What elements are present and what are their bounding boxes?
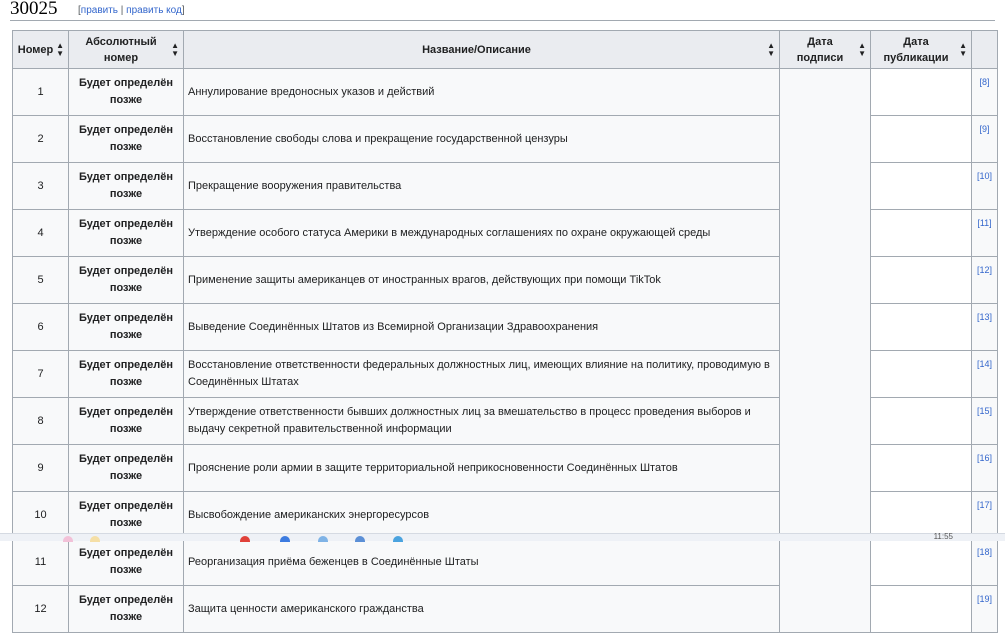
row-title: Восстановление свободы слова и прекращение государственной цензуры: [184, 116, 780, 163]
reference-link[interactable]: [10]: [976, 171, 992, 181]
column-header-sign-date[interactable]: Дата подписи ▲ ▼: [780, 31, 871, 69]
row-pub-date: [871, 163, 972, 210]
reference-link[interactable]: [17]: [976, 500, 992, 510]
edit-bracket-open: [: [78, 5, 81, 16]
row-ref: [972, 163, 998, 210]
row-number: 8: [13, 398, 69, 445]
reference-link[interactable]: [14]: [976, 359, 992, 369]
reference-link[interactable]: [16]: [976, 453, 992, 463]
row-number: 9: [13, 445, 69, 492]
reference-link[interactable]: [9]: [979, 124, 990, 134]
column-header-absolute-number[interactable]: Абсолютный номер ▲ ▼: [69, 31, 184, 69]
taskbar-app-icon[interactable]: [63, 536, 73, 542]
row-title: Применение защиты американцев от иностранных врагов, действующих при помощи TikTok: [184, 257, 780, 304]
sign-date-cell: [780, 69, 871, 633]
row-ref: [972, 210, 998, 257]
reference-link[interactable]: [19]: [976, 594, 992, 604]
row-ref: [972, 304, 998, 351]
row-pub-date: [871, 257, 972, 304]
row-title: Утверждение ответственности бывших должностных лиц за вмешательство в процесс проведения выборов и выдачу секретной правительственной информации: [184, 398, 780, 445]
row-ref: [972, 539, 998, 586]
reference-link[interactable]: [13]: [976, 312, 992, 322]
row-ref: [972, 445, 998, 492]
sort-icon[interactable]: ▲ ▼: [767, 40, 775, 58]
taskbar-app-icon[interactable]: [355, 536, 365, 542]
table-row: [13, 69, 998, 116]
row-pub-date: [871, 116, 972, 163]
row-absolute-number: Будет определён позже: [69, 539, 184, 586]
column-header-pub-date[interactable]: Дата публикации ▲ ▼: [871, 31, 972, 69]
column-header-refs: [972, 31, 998, 69]
row-title: Восстановление ответственности федеральных должностных лиц, имеющих влияние на политику, проводимую в Соединённых Штатах: [184, 351, 780, 398]
taskbar-app-icon[interactable]: [318, 536, 328, 542]
row-number: 4: [13, 210, 69, 257]
row-title: Прекращение вооружения правительства: [184, 163, 780, 210]
row-number: 6: [13, 304, 69, 351]
row-ref: [972, 398, 998, 445]
edit-code-link[interactable]: править код: [126, 5, 182, 16]
orders-table: [12, 30, 998, 633]
row-absolute-number: Будет определён позже: [69, 398, 184, 445]
sort-icon[interactable]: ▲ ▼: [171, 40, 179, 58]
row-title: Реорганизация приёма беженцев в Соединённые Штаты: [184, 539, 780, 586]
row-pub-date: [871, 492, 972, 539]
row-absolute-number: Будет определён позже: [69, 116, 184, 163]
row-number: 12: [13, 586, 69, 633]
row-pub-date: [871, 539, 972, 586]
row-absolute-number: Будет определён позже: [69, 445, 184, 492]
sort-icon[interactable]: ▲ ▼: [858, 40, 866, 58]
row-number: 10: [13, 492, 69, 539]
row-pub-date: [871, 398, 972, 445]
edit-links: [78, 5, 185, 16]
row-number: 1: [13, 69, 69, 116]
row-ref: [972, 257, 998, 304]
row-absolute-number: Будет определён позже: [69, 351, 184, 398]
row-ref: [972, 351, 998, 398]
row-absolute-number: Будет определён позже: [69, 257, 184, 304]
edit-separator: |: [118, 5, 127, 16]
reference-link[interactable]: [8]: [979, 77, 990, 87]
row-absolute-number: Будет определён позже: [69, 586, 184, 633]
row-pub-date: [871, 351, 972, 398]
sort-icon[interactable]: ▲ ▼: [56, 40, 64, 58]
row-title: Прояснение роли армии в защите территориальной неприкосновенности Соединённых Штатов: [184, 445, 780, 492]
taskbar-app-icon[interactable]: [393, 536, 403, 542]
row-number: 7: [13, 351, 69, 398]
row-absolute-number: Будет определён позже: [69, 210, 184, 257]
row-ref: [972, 586, 998, 633]
row-number: 2: [13, 116, 69, 163]
row-pub-date: [871, 586, 972, 633]
row-absolute-number: Будет определён позже: [69, 163, 184, 210]
row-absolute-number: Будет определён позже: [69, 69, 184, 116]
section-heading: [10, 0, 995, 21]
row-title: Аннулирование вредоносных указов и действий: [184, 69, 780, 116]
reference-link[interactable]: [12]: [976, 265, 992, 275]
reference-link[interactable]: [11]: [977, 218, 992, 228]
taskbar-app-icon[interactable]: [280, 536, 290, 542]
row-pub-date: [871, 304, 972, 351]
column-header-title[interactable]: Название/Описание ▲ ▼: [184, 31, 780, 69]
reference-link[interactable]: [18]: [976, 547, 992, 557]
row-number: 11: [13, 539, 69, 586]
row-pub-date: [871, 445, 972, 492]
edit-bracket-close: ]: [181, 5, 185, 16]
taskbar-app-icon[interactable]: [240, 536, 250, 542]
row-title: Утверждение особого статуса Америки в международных соглашениях по охране окружающей среды: [184, 210, 780, 257]
row-ref: [972, 116, 998, 163]
table-body: [13, 69, 998, 633]
taskbar-app-icon[interactable]: [90, 536, 100, 542]
row-pub-date: [871, 69, 972, 116]
sort-icon[interactable]: ▲ ▼: [959, 40, 967, 58]
column-header-number[interactable]: Номер ▲ ▼: [13, 31, 69, 69]
row-absolute-number: Будет определён позже: [69, 492, 184, 539]
row-number: 5: [13, 257, 69, 304]
taskbar-clock: 11:55: [933, 532, 953, 541]
edit-link[interactable]: править: [80, 5, 119, 16]
section-title: 30025: [10, 0, 58, 19]
row-title: Высвобождение американских энергоресурсов: [184, 492, 780, 539]
row-absolute-number: Будет определён позже: [69, 304, 184, 351]
table-header-row: [13, 31, 998, 69]
row-title: Выведение Соединённых Штатов из Всемирной Организации Здравоохранения: [184, 304, 780, 351]
row-number: 3: [13, 163, 69, 210]
row-ref: [972, 69, 998, 116]
reference-link[interactable]: [15]: [976, 406, 992, 416]
row-title: Защита ценности американского гражданства: [184, 586, 780, 633]
row-pub-date: [871, 210, 972, 257]
row-ref: [972, 492, 998, 539]
